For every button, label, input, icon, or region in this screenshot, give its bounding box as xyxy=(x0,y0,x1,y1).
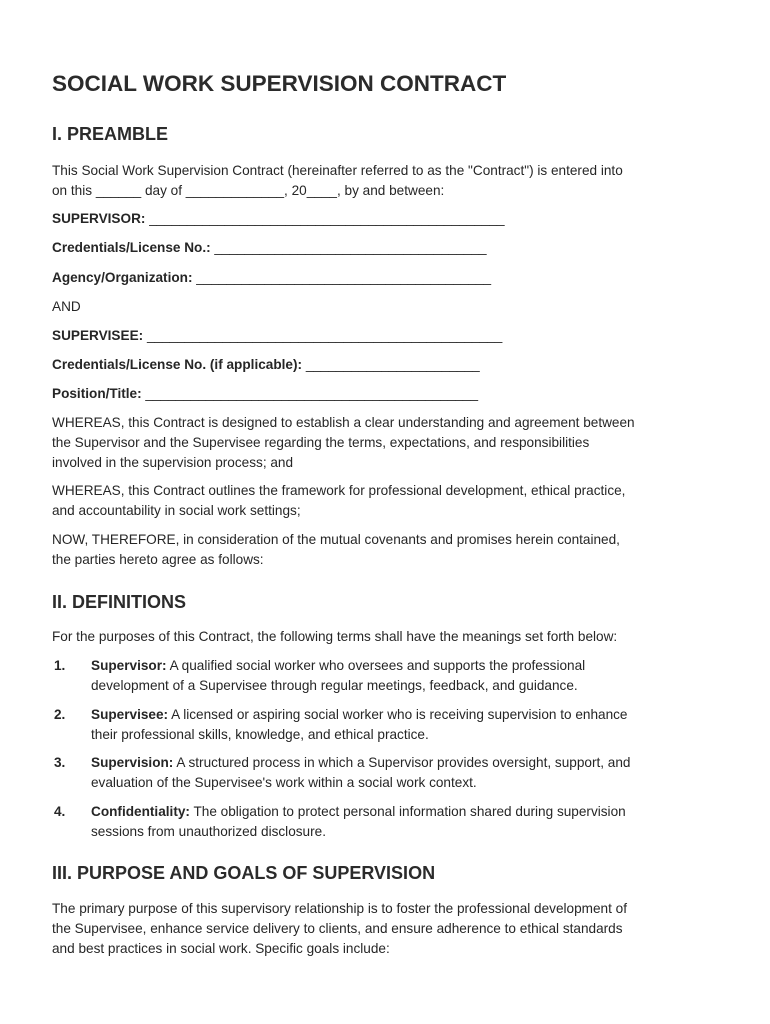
supervisee-label: SUPERVISEE: xyxy=(52,328,144,343)
definition-item xyxy=(52,656,722,696)
definition-text-line-1: A structured process in which a Supervisor provides oversight, support, and xyxy=(173,755,631,770)
purpose-line-2: the Supervisee, enhance service delivery to clients, and ensure adherence to ethical standards xyxy=(52,921,623,936)
whereas-2-line-1: WHEREAS, this Contract outlines the framework for professional development, ethical practice, xyxy=(52,483,626,498)
agency-field[interactable] xyxy=(52,268,491,288)
whereas-1-line-1: WHEREAS, this Contract is designed to establish a clear understanding and agreement between xyxy=(52,415,635,430)
definition-number: 3. xyxy=(54,755,66,770)
definition-item xyxy=(52,753,722,793)
definition-item xyxy=(52,705,722,745)
definition-term: Supervisee: xyxy=(91,707,169,722)
definition-text-line-1: The obligation to protect personal information shared during supervision xyxy=(189,804,626,819)
definition-term: Confidentiality: xyxy=(91,804,190,819)
whereas-1-line-3: involved in the supervision process; and xyxy=(52,455,294,470)
supervisee-blank[interactable]: _______________________________________________ xyxy=(146,328,503,343)
position-blank[interactable]: ____________________________________________ xyxy=(145,386,479,401)
supervisee-credentials-field[interactable] xyxy=(52,355,480,375)
supervisee-credentials-blank[interactable]: _______________________ xyxy=(305,357,480,372)
whereas-2-line-2: and accountability in social work settings; xyxy=(52,503,301,518)
purpose-heading: III. PURPOSE AND GOALS OF SUPERVISION xyxy=(52,863,436,883)
agency-label: Agency/Organization: xyxy=(52,270,193,285)
and-separator: AND xyxy=(52,299,81,314)
preamble-heading: I. PREAMBLE xyxy=(52,124,169,144)
supervisor-label: SUPERVISOR: xyxy=(52,211,146,226)
supervisee-credentials-label: Credentials/License No. (if applicable): xyxy=(52,357,303,372)
purpose-line-3: and best practices in social work. Specific goals include: xyxy=(52,941,390,956)
now-therefore-line-1: NOW, THEREFORE, in consideration of the mutual covenants and promises herein contained, xyxy=(52,532,620,547)
whereas-clause-1 xyxy=(52,413,722,473)
definition-term: Supervisor: xyxy=(91,658,167,673)
definition-number: 1. xyxy=(54,658,66,673)
purpose-paragraph xyxy=(52,899,722,959)
supervisor-field[interactable] xyxy=(52,209,505,229)
credentials-field[interactable] xyxy=(52,238,487,258)
now-therefore-clause xyxy=(52,530,722,570)
purpose-line-1: The primary purpose of this supervisory relationship is to foster the professional development of xyxy=(52,901,627,916)
position-field[interactable] xyxy=(52,384,478,404)
now-therefore-line-2: the parties hereto agree as follows: xyxy=(52,552,264,567)
credentials-label: Credentials/License No.: xyxy=(52,240,211,255)
preamble-intro-line-2: on this ______ day of _____________, 20____, by and between: xyxy=(52,183,445,198)
definitions-intro: For the purposes of this Contract, the following terms shall have the meanings set forth below: xyxy=(52,629,618,644)
preamble-intro-line-1: This Social Work Supervision Contract (hereinafter referred to as the "Contract") is entered into xyxy=(52,163,623,178)
credentials-blank[interactable]: ____________________________________ xyxy=(214,240,487,255)
definition-text-line-1: A licensed or aspiring social worker who is receiving supervision to enhance xyxy=(168,707,628,722)
definition-number: 4. xyxy=(54,804,66,819)
position-label: Position/Title: xyxy=(52,386,142,401)
definition-term: Supervision: xyxy=(91,755,174,770)
whereas-1-line-2: the Supervisor and the Supervisee regarding the terms, expectations, and responsibilities xyxy=(52,435,590,450)
definitions-heading: II. DEFINITIONS xyxy=(52,592,187,612)
definition-text-line-1: A qualified social worker who oversees and supports the professional xyxy=(166,658,586,673)
preamble-intro xyxy=(52,161,722,201)
definition-text-line-2: sessions from unauthorized disclosure. xyxy=(91,824,326,839)
definition-text-line-2: their professional skills, knowledge, and ethical practice. xyxy=(91,727,429,742)
definition-text-line-2: development of a Supervisee through regular meetings, feedback, and guidance. xyxy=(91,678,578,693)
definition-number: 2. xyxy=(54,707,66,722)
document-title: SOCIAL WORK SUPERVISION CONTRACT xyxy=(52,71,507,96)
whereas-clause-2 xyxy=(52,481,722,521)
agency-blank[interactable]: _______________________________________ xyxy=(196,270,492,285)
supervisee-field[interactable] xyxy=(52,326,502,346)
definition-item xyxy=(52,802,722,842)
supervisor-blank[interactable]: _______________________________________________ xyxy=(149,211,505,226)
definition-text-line-2: evaluation of the Supervisee's work within a social work context. xyxy=(91,775,477,790)
